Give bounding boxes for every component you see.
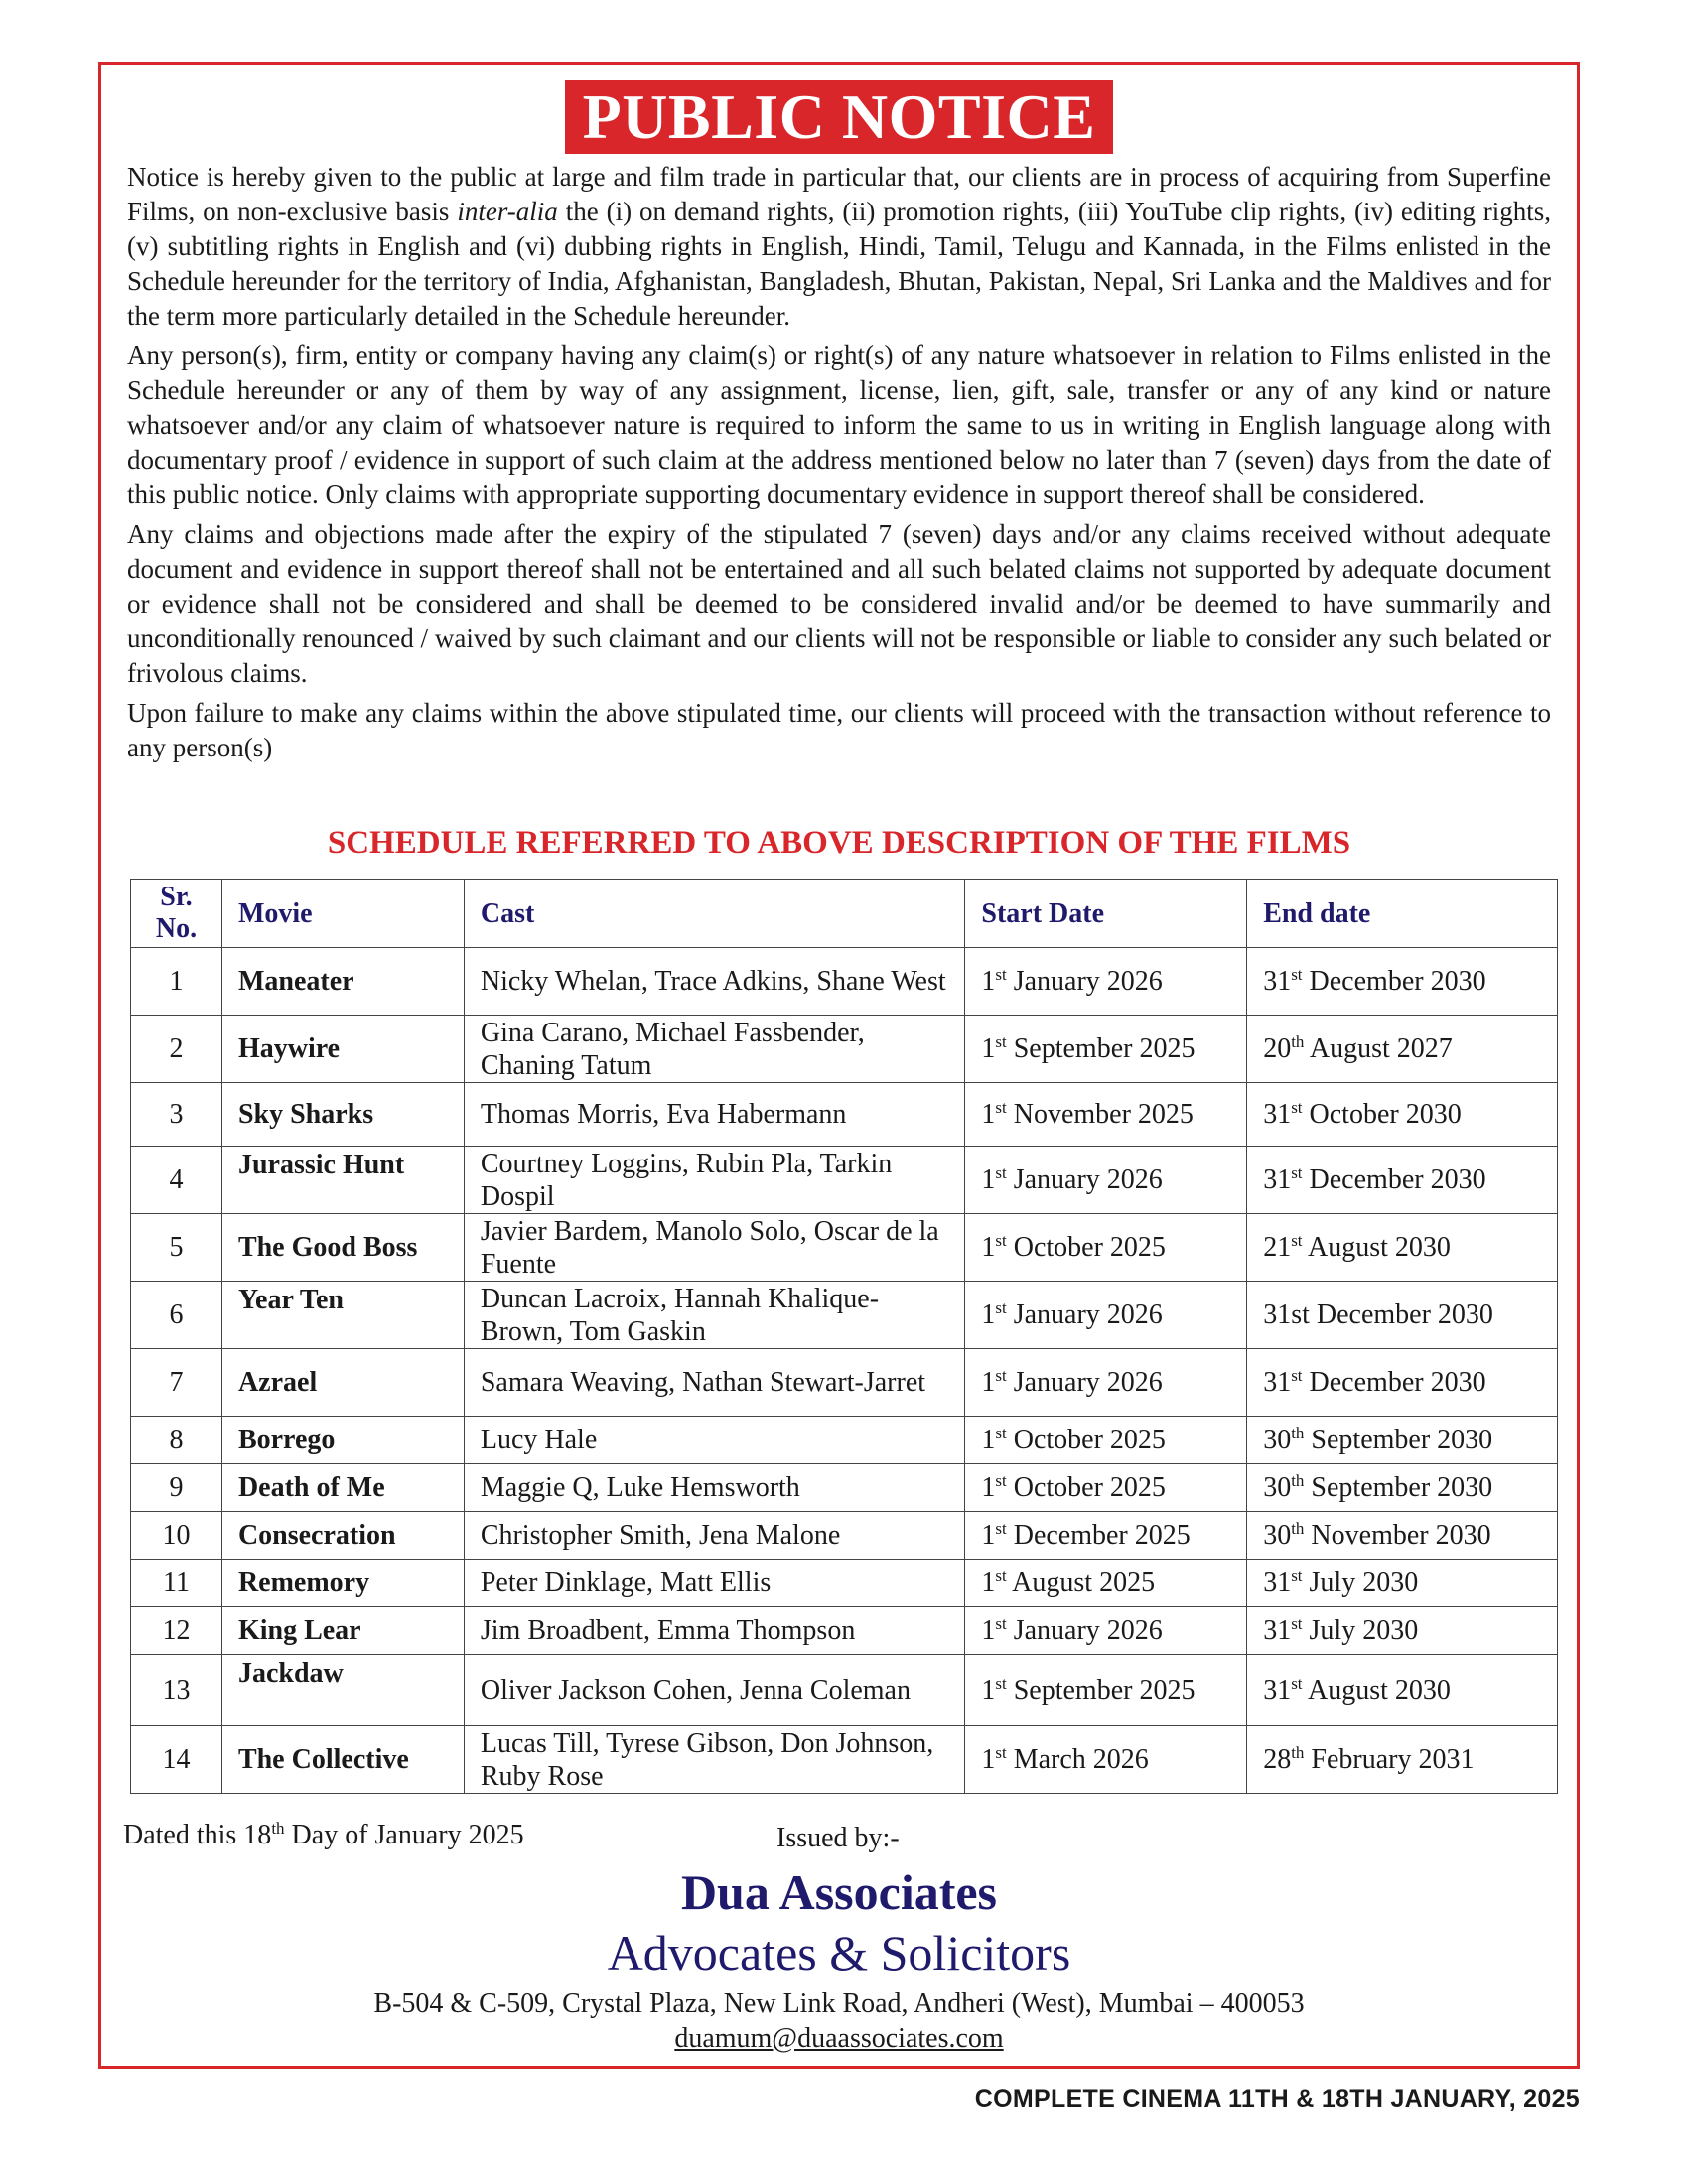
end-day-suffix: th [1291,1424,1305,1442]
movie-title: Borrego [237,1425,336,1455]
end-day: 28 [1263,1744,1292,1775]
sr-no-text: 5 [169,1232,184,1263]
cell-movie [221,1016,464,1083]
cell-end-date [1247,1016,1558,1083]
cell-cast [464,1512,965,1560]
end-day: 31st December 2030 [1263,1299,1493,1330]
end-month-year: July 2030 [1302,1615,1419,1646]
sr-no-text: 13 [162,1675,191,1706]
movie-title: King Lear [237,1615,361,1646]
paragraph-1-italic: inter-alia [457,197,558,226]
end-month-year: September 2030 [1304,1425,1493,1455]
header-start-date: Start Date [965,880,1247,948]
cell-end-date [1247,1147,1558,1214]
email-line [101,2023,1577,2055]
end-day-suffix: st [1291,1614,1303,1633]
start-month-year: October 2025 [1006,1472,1166,1503]
cell-cast [464,1417,965,1464]
end-month-year: November 2030 [1304,1520,1491,1551]
header-movie: Movie [221,880,464,948]
cell-movie [221,1655,464,1726]
cast-list: Javier Bardem, Manolo Solo, Oscar de la Fuente [480,1215,939,1280]
sr-no-text: 12 [162,1615,191,1646]
end-day-suffix: th [1291,1519,1305,1538]
cell-end-date [1247,1282,1558,1349]
table-row [131,1016,1558,1083]
start-month-year: March 2026 [1006,1744,1149,1775]
end-month-year: December 2030 [1302,966,1486,997]
cell-start-date [965,1655,1247,1726]
notice-frame [98,62,1580,2069]
paragraph-1-start: Notice is hereby given to the public at large and film trade in particular that, our clients are in process of acquiring from Superfine Films, on non-exclusive basis [127,162,1551,226]
cell-movie [221,1607,464,1655]
sr-no-text: 1 [169,966,184,997]
end-day-suffix: st [1291,1366,1303,1385]
cell-sr-no [131,1560,222,1607]
start-month-year: November 2025 [1006,1099,1194,1130]
start-day: 1 [981,1425,996,1455]
table-row [131,1282,1558,1349]
cast-list: Lucy Hale [480,1425,598,1455]
table-row [131,1560,1558,1607]
cell-start-date [965,1607,1247,1655]
cell-cast [464,1607,965,1655]
title-wrap [101,80,1577,154]
cell-end-date [1247,1349,1558,1417]
end-day: 31 [1263,1099,1292,1130]
cell-sr-no [131,1083,222,1147]
sr-no-text: 7 [169,1367,184,1398]
cast-list: Maggie Q, Luke Hemsworth [480,1472,800,1503]
end-day: 20 [1263,1033,1292,1064]
cast-list: Thomas Morris, Eva Habermann [480,1099,847,1130]
table-row [131,1349,1558,1417]
dated-prefix: Dated this 18 [123,1820,272,1850]
cast-list: Peter Dinklage, Matt Ellis [480,1568,772,1598]
end-day: 31 [1263,966,1292,997]
start-day: 1 [981,1520,996,1551]
movie-title: Jackdaw [237,1658,344,1689]
cell-end-date [1247,1464,1558,1512]
header-sr-line2: No. [155,913,198,944]
sr-no-text: 2 [169,1033,184,1064]
cell-end-date [1247,1512,1558,1560]
movie-title: The Collective [237,1744,409,1775]
cell-movie [221,1726,464,1794]
cell-cast [464,1726,965,1794]
cell-sr-no [131,1016,222,1083]
paragraph-4: Upon failure to make any claims within the above stipulated time, our clients will proceed with the transaction without reference to any person(s) [127,698,1551,762]
start-day-suffix: st [995,1098,1007,1117]
start-day-suffix: st [995,1366,1007,1385]
dated-sup: th [271,1819,285,1838]
end-day: 31 [1263,1367,1292,1398]
firm-subtitle: Advocates & Solicitors [607,1925,1071,1980]
sr-no-text: 6 [169,1299,184,1330]
end-day-suffix: th [1291,1471,1305,1490]
cell-movie [221,1083,464,1147]
cast-list: Christopher Smith, Jena Malone [480,1520,841,1551]
end-day-suffix: st [1291,1567,1303,1585]
cell-end-date [1247,1655,1558,1726]
cell-start-date [965,1726,1247,1794]
header-cast: Cast [464,880,965,948]
end-day-suffix: st [1291,1674,1303,1693]
end-month-year: August 2030 [1302,1675,1451,1706]
start-day-suffix: st [995,1471,1007,1490]
paragraph-1 [127,160,1551,334]
schedule-title: SCHEDULE REFERRED TO ABOVE DESCRIPTION OF THE FILMS [327,825,1351,861]
cell-sr-no [131,1726,222,1794]
cell-start-date [965,948,1247,1016]
sr-no-text: 14 [162,1744,191,1775]
start-day: 1 [981,1099,996,1130]
movie-title: Azrael [237,1367,318,1398]
end-day: 31 [1263,1568,1292,1598]
cell-movie [221,1512,464,1560]
start-month-year: September 2025 [1006,1675,1196,1706]
start-month-year: January 2026 [1006,1164,1163,1195]
movie-title: Jurassic Hunt [237,1150,405,1180]
cast-list: Lucas Till, Tyrese Gibson, Don Johnson, Ruby Rose [480,1727,934,1792]
start-day: 1 [981,1568,996,1598]
cell-start-date [965,1417,1247,1464]
end-month-year: December 2030 [1302,1367,1486,1398]
movie-title: Maneater [237,966,354,997]
start-day-suffix: st [995,1424,1007,1442]
sr-no-text: 4 [169,1164,184,1195]
cell-movie [221,1147,464,1214]
cell-start-date [965,1512,1247,1560]
end-month-year: October 2030 [1302,1099,1462,1130]
start-month-year: October 2025 [1006,1232,1166,1263]
cell-cast [464,1083,965,1147]
start-day: 1 [981,1299,996,1330]
movie-title: Haywire [237,1033,341,1064]
start-day-suffix: st [995,1231,1007,1250]
end-day: 30 [1263,1472,1292,1503]
paragraph-3: Any claims and objections made after the expiry of the stipulated 7 (seven) days and/or any claims received without adequate document and evidence in support thereof shall not be entertained and all such belated claims not supported by adequate document or evidence shall not be considered and shall be deemed to be considered invalid and/or be deemed to have summarily and unconditionally renounced / waived by such claimant and our clients will not be responsible or liable to consider any such belated or frivolous claims. [127,519,1551,688]
cell-cast [464,1349,965,1417]
cell-cast [464,1282,965,1349]
start-day-suffix: st [995,1519,1007,1538]
movie-title: Year Ten [237,1285,345,1315]
end-day-suffix: th [1291,1032,1305,1051]
cell-start-date [965,1147,1247,1214]
start-day-suffix: st [995,1743,1007,1762]
cell-sr-no [131,948,222,1016]
end-day: 30 [1263,1425,1292,1455]
cell-cast [464,1214,965,1282]
sr-no-text: 3 [169,1099,184,1130]
notice-title: PUBLIC NOTICE [565,80,1114,154]
end-day-suffix: st [1291,1098,1303,1117]
start-month-year: January 2026 [1006,966,1163,997]
cast-list: Gina Carano, Michael Fassbender, Chaning Tatum [480,1017,865,1081]
end-day-suffix: th [1291,1743,1305,1762]
firm-name: Dua Associates [680,1864,998,1920]
end-day-suffix: st [1291,1231,1303,1250]
cell-end-date [1247,948,1558,1016]
cell-cast [464,1560,965,1607]
table-row [131,1147,1558,1214]
end-month-year: December 2030 [1302,1164,1486,1195]
sr-no-text: 9 [169,1472,184,1503]
start-day: 1 [981,1033,996,1064]
cell-sr-no [131,1147,222,1214]
publication-footer: COMPLETE CINEMA 11TH & 18TH JANUARY, 2025 [974,2085,1580,2113]
cell-end-date [1247,1214,1558,1282]
cast-list: Oliver Jackson Cohen, Jenna Coleman [480,1675,911,1706]
start-day-suffix: st [995,1032,1007,1051]
cell-movie [221,1282,464,1349]
cast-list: Nicky Whelan, Trace Adkins, Shane West [480,966,946,997]
sr-no-text: 8 [169,1425,184,1455]
start-day: 1 [981,1164,996,1195]
cell-sr-no [131,1214,222,1282]
movie-title: The Good Boss [237,1232,418,1263]
paragraph-2: Any person(s), firm, entity or company having any claim(s) or right(s) of any nature whatsoever in relation to Films enlisted in the Schedule hereunder or any of them by way of any assignment, license, lien, gift, sale, transfer or any of any kind or nature whatsoever and/or any claim of whatsoever nature is required to inform the same to us in writing in English language along with documentary proof / evidence in support of such claim at the address mentioned below no later than 7 (seven) days from the date of this public notice. Only claims with appropriate supporting documentary evidence in support thereof shall be considered. [127,341,1551,509]
start-day-suffix: st [995,1614,1007,1633]
start-day: 1 [981,1744,996,1775]
cell-start-date [965,1282,1247,1349]
movie-title: Consecration [237,1520,396,1551]
start-month-year: October 2025 [1006,1425,1166,1455]
cell-sr-no [131,1464,222,1512]
end-day-suffix: st [1291,1163,1303,1182]
start-month-year: January 2026 [1006,1367,1163,1398]
cell-end-date [1247,1560,1558,1607]
table-row [131,948,1558,1016]
movie-title: Rememory [237,1568,370,1598]
sr-no-text: 10 [162,1520,191,1551]
cell-cast [464,948,965,1016]
end-day: 30 [1263,1520,1292,1551]
table-body [131,948,1558,1794]
start-day: 1 [981,1615,996,1646]
start-day-suffix: st [995,965,1007,984]
end-day: 31 [1263,1164,1292,1195]
header-sr-no [131,880,222,948]
end-day: 21 [1263,1232,1292,1263]
start-day: 1 [981,1367,996,1398]
start-month-year: August 2025 [1006,1568,1156,1598]
start-day-suffix: st [995,1674,1007,1693]
end-month-year: September 2030 [1304,1472,1493,1503]
cell-movie [221,1560,464,1607]
notice-body [127,160,1551,770]
end-month-year: July 2030 [1302,1568,1419,1598]
cast-list: Samara Weaving, Nathan Stewart-Jarret [480,1367,926,1398]
cell-sr-no [131,1417,222,1464]
cell-movie [221,1214,464,1282]
end-day: 31 [1263,1675,1292,1706]
start-month-year: December 2025 [1006,1520,1191,1551]
start-day-suffix: st [995,1567,1007,1585]
cell-sr-no [131,1512,222,1560]
cell-start-date [965,1016,1247,1083]
cell-cast [464,1655,965,1726]
paragraph-1-end: the (i) on demand rights, (ii) promotion rights, (iii) YouTube clip rights, (iv) editing rights, (v) subtitling rights in English and (vi) dubbing rights in English, Hindi, Tamil, Telugu and Kannada, in the Films enlisted in the Schedule hereunder for the territory of India, Afghanistan, Bangladesh, Bhutan, Pakistan, Nepal, Sri Lanka and the Maldives and for the term more particularly detailed in the Schedule hereunder. [127,197,1551,331]
dated-line [123,1820,524,1851]
cell-sr-no [131,1349,222,1417]
table-row [131,1083,1558,1147]
table-row [131,1214,1558,1282]
start-day-suffix: st [995,1298,1007,1317]
cell-start-date [965,1214,1247,1282]
cell-sr-no [131,1607,222,1655]
end-day-suffix: st [1291,965,1303,984]
table-row [131,1464,1558,1512]
start-day: 1 [981,1232,996,1263]
header-sr-line1: Sr. [160,882,193,912]
firm-email-link[interactable]: duamum@duaassociates.com [674,2023,1004,2054]
movie-title: Death of Me [237,1472,385,1503]
start-day-suffix: st [995,1163,1007,1182]
cell-movie [221,1349,464,1417]
start-month-year: September 2025 [1006,1033,1196,1064]
cell-start-date [965,1464,1247,1512]
end-month-year: August 2030 [1302,1232,1451,1263]
firm-address: B-504 & C-509, Crystal Plaza, New Link Road, Andheri (West), Mumbai – 400053 [373,1988,1305,2019]
cell-movie [221,948,464,1016]
cell-sr-no [131,1655,222,1726]
cell-cast [464,1464,965,1512]
issued-by: Issued by:- [776,1823,900,1853]
end-month-year: February 2031 [1304,1744,1475,1775]
cell-end-date [1247,1083,1558,1147]
cell-cast [464,1016,965,1083]
start-month-year: January 2026 [1006,1615,1163,1646]
cast-list: Courtney Loggins, Rubin Pla, Tarkin Dospil [480,1148,893,1212]
cell-start-date [965,1083,1247,1147]
cell-start-date [965,1349,1247,1417]
start-day: 1 [981,966,996,997]
movie-title: Sky Sharks [237,1099,374,1130]
start-day: 1 [981,1675,996,1706]
table-row [131,1655,1558,1726]
cast-list: Jim Broadbent, Emma Thompson [480,1615,856,1646]
end-month-year: August 2027 [1304,1033,1453,1064]
cell-start-date [965,1560,1247,1607]
header-end-date: End date [1247,880,1558,948]
start-day: 1 [981,1472,996,1503]
end-day: 31 [1263,1615,1292,1646]
cast-list: Duncan Lacroix, Hannah Khalique-Brown, Tom Gaskin [480,1283,880,1347]
table-row [131,1417,1558,1464]
table-row [131,1726,1558,1794]
start-month-year: January 2026 [1006,1299,1163,1330]
films-table [130,879,1558,1794]
cell-end-date [1247,1417,1558,1464]
table-row [131,1512,1558,1560]
dated-suffix: Day of January 2025 [284,1820,524,1850]
cell-sr-no [131,1282,222,1349]
cell-end-date [1247,1726,1558,1794]
sr-no-text: 11 [162,1568,190,1598]
cell-cast [464,1147,965,1214]
cell-movie [221,1464,464,1512]
table-row [131,1607,1558,1655]
cell-end-date [1247,1607,1558,1655]
table-header-row [131,880,1558,948]
cell-movie [221,1417,464,1464]
